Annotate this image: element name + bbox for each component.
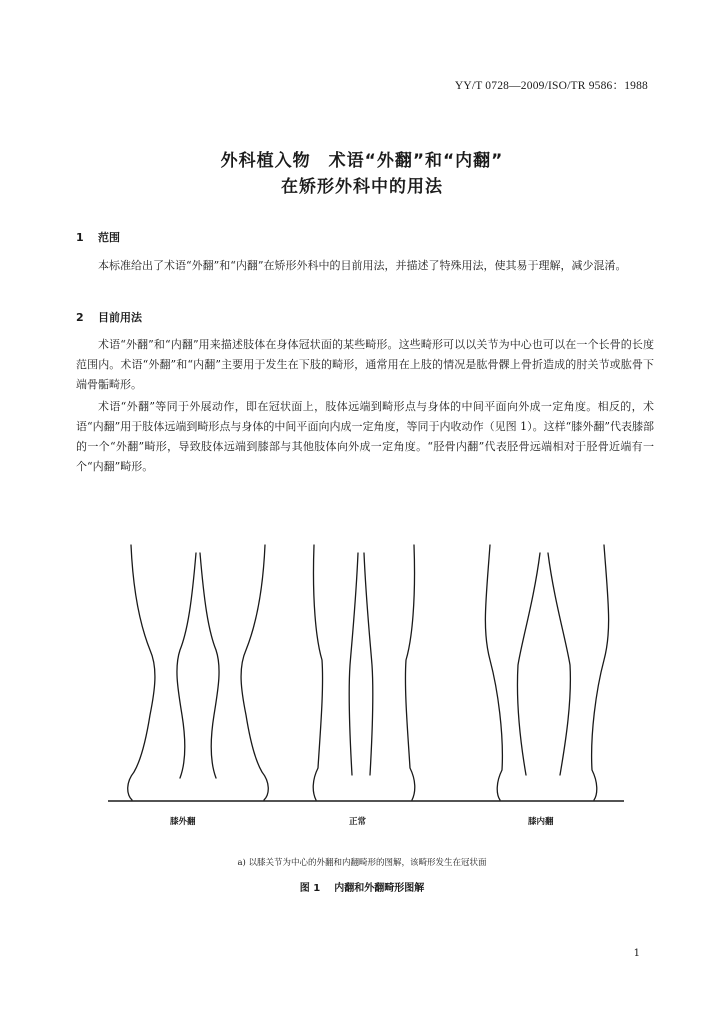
label-genu-valgum: 膝外翻 [170,817,196,827]
section-1-paragraph: 本标准给出了术语“外翻”和“内翻”在矫形外科中的目前用法，并描述了特殊用法，使其易于理解，减少混淆。 [98,259,627,272]
varum-right-leg-outline [592,545,609,800]
figure-subcaption: a) 以膝关节为中心的外翻和内翻畸形的图解，该畸形发生在冠状面 [237,858,487,868]
valgum-right-leg-inner [200,553,219,778]
section-2-paragraph-1: 术语“外翻”和“内翻”用来描述肢体在身体冠状面的某些畸形。这些畸形可以以关节为中心也可以在一个长骨的长度范围内。术语“外翻”和“内翻”主要用于发生在下肢的畸形，通常用在上肢的情况是肱骨髁上骨折造成的肘关节或肱骨下端骨骺畸形。 [76,338,654,391]
figure-number: 图 1 [299,883,321,894]
varus-valgus-figure [0,530,724,810]
label-genu-varum: 膝内翻 [528,817,554,827]
varum-right-leg-inner [548,553,570,775]
section-2-paragraph-2: 术语“外翻”等同于外展动作，即在冠状面上，肢体远端到畸形点与身体的中间平面向外成一定角度。相反的，术语“内翻”用于肢体远端到畸形点与身体的中间平面向内成一定角度，等同于内收动作（见图 1）。这样“膝外翻”代表膝部的一个“外翻”畸形，导致肢体远端到膝部与其他肢体向外成一定角度。“胫骨内翻”代表胫骨远端相对于胫骨近端有一个“内翻”畸形。 [76,400,654,473]
section-number: 2 [76,311,84,324]
normal-legs [313,545,415,800]
standard-code: YY/T 0728—2009/ISO/TR 9586：1988 [454,80,648,92]
section-1-heading [76,229,120,245]
section-2-heading [76,309,142,325]
genu-varum-legs [485,545,608,800]
label-normal: 正常 [349,817,367,827]
page-number: 1 [633,948,640,959]
valgum-right-leg-outline [241,545,268,800]
genu-valgum-legs [128,545,269,800]
normal-right-leg-outline [405,545,414,800]
varum-left-leg-inner [517,553,540,775]
section-number: 1 [76,231,84,244]
figure-caption [0,879,724,894]
figure-title: 内翻和外翻畸形图解 [334,883,425,894]
normal-left-leg-inner [349,553,358,775]
section-title: 范围 [98,231,120,244]
document-title-line-1: 外科植入物 术语“外翻”和“内翻” [220,151,504,171]
document-title-line-2: 在矫形外科中的用法 [281,177,443,197]
varum-left-leg-outline [485,545,502,800]
valgum-left-leg-outline [128,545,155,800]
section-title: 目前用法 [98,311,142,324]
valgum-left-leg-inner [177,553,196,778]
normal-left-leg-outline [313,545,322,800]
normal-right-leg-inner [364,553,373,775]
